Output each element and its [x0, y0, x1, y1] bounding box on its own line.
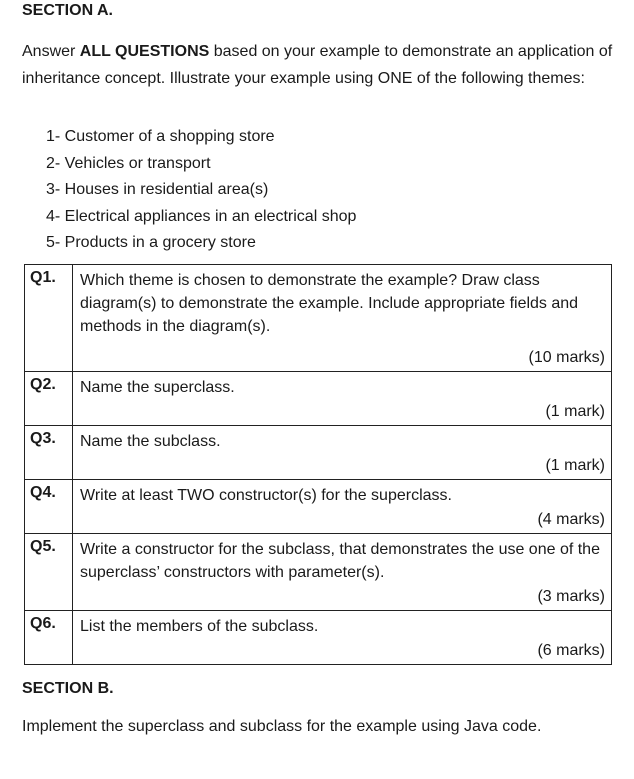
question-text: Write a constructor for the subclass, that demonstrates the use one of the superclass’ constructors with parameter(s).	[80, 541, 600, 581]
section-a-instructions: Answer ALL QUESTIONS based on your example to demonstrate an application of inheritance concept. Illustrate your example using ONE of the following themes:	[22, 43, 613, 87]
question-number: Q6.	[25, 611, 73, 665]
question-text: Name the superclass.	[80, 379, 235, 396]
question-row	[25, 611, 612, 665]
question-text: Which theme is chosen to demonstrate the example? Draw class diagram(s) to demonstrate the example. Include appropriate fields and methods in the diagram(s).	[80, 272, 579, 335]
question-marks: (6 marks)	[537, 642, 605, 659]
theme-item: 3- Houses in residential area(s)	[46, 181, 269, 198]
question-number: Q2.	[25, 372, 73, 426]
questions-table	[24, 264, 612, 665]
question-cell	[73, 534, 612, 611]
question-text: Write at least TWO constructor(s) for the superclass.	[80, 487, 452, 504]
question-cell	[73, 480, 612, 534]
question-row	[25, 480, 612, 534]
question-text: Name the subclass.	[80, 433, 221, 450]
theme-item: 2- Vehicles or transport	[46, 154, 211, 172]
question-text: List the members of the subclass.	[80, 618, 319, 635]
theme-item: 5- Products in a grocery store	[46, 234, 256, 251]
question-row	[25, 426, 612, 480]
theme-item: 1- Customer of a shopping store	[46, 128, 275, 145]
question-number: Q5.	[25, 534, 73, 611]
question-marks: (1 mark)	[545, 457, 605, 474]
question-marks: (1 mark)	[545, 403, 605, 420]
question-marks: (3 marks)	[537, 588, 605, 605]
question-cell	[73, 611, 612, 665]
question-number: Q1.	[25, 265, 73, 372]
theme-item: 4- Electrical appliances in an electrical shop	[46, 207, 357, 225]
question-number: Q4.	[25, 480, 73, 534]
question-number: Q3.	[25, 426, 73, 480]
theme-list	[46, 124, 356, 257]
question-cell	[73, 426, 612, 480]
section-a-heading: SECTION A.	[22, 2, 113, 19]
question-marks: (4 marks)	[537, 511, 605, 528]
question-cell	[73, 265, 612, 372]
question-row	[25, 372, 612, 426]
question-row	[25, 534, 612, 611]
section-b-heading: SECTION B.	[22, 680, 114, 697]
question-marks: (10 marks)	[528, 349, 605, 366]
question-cell	[73, 372, 612, 426]
emphasis-all-questions: ALL QUESTIONS	[79, 43, 210, 60]
section-b-text: Implement the superclass and subclass for the example using Java code.	[22, 718, 542, 735]
question-row	[25, 265, 612, 372]
